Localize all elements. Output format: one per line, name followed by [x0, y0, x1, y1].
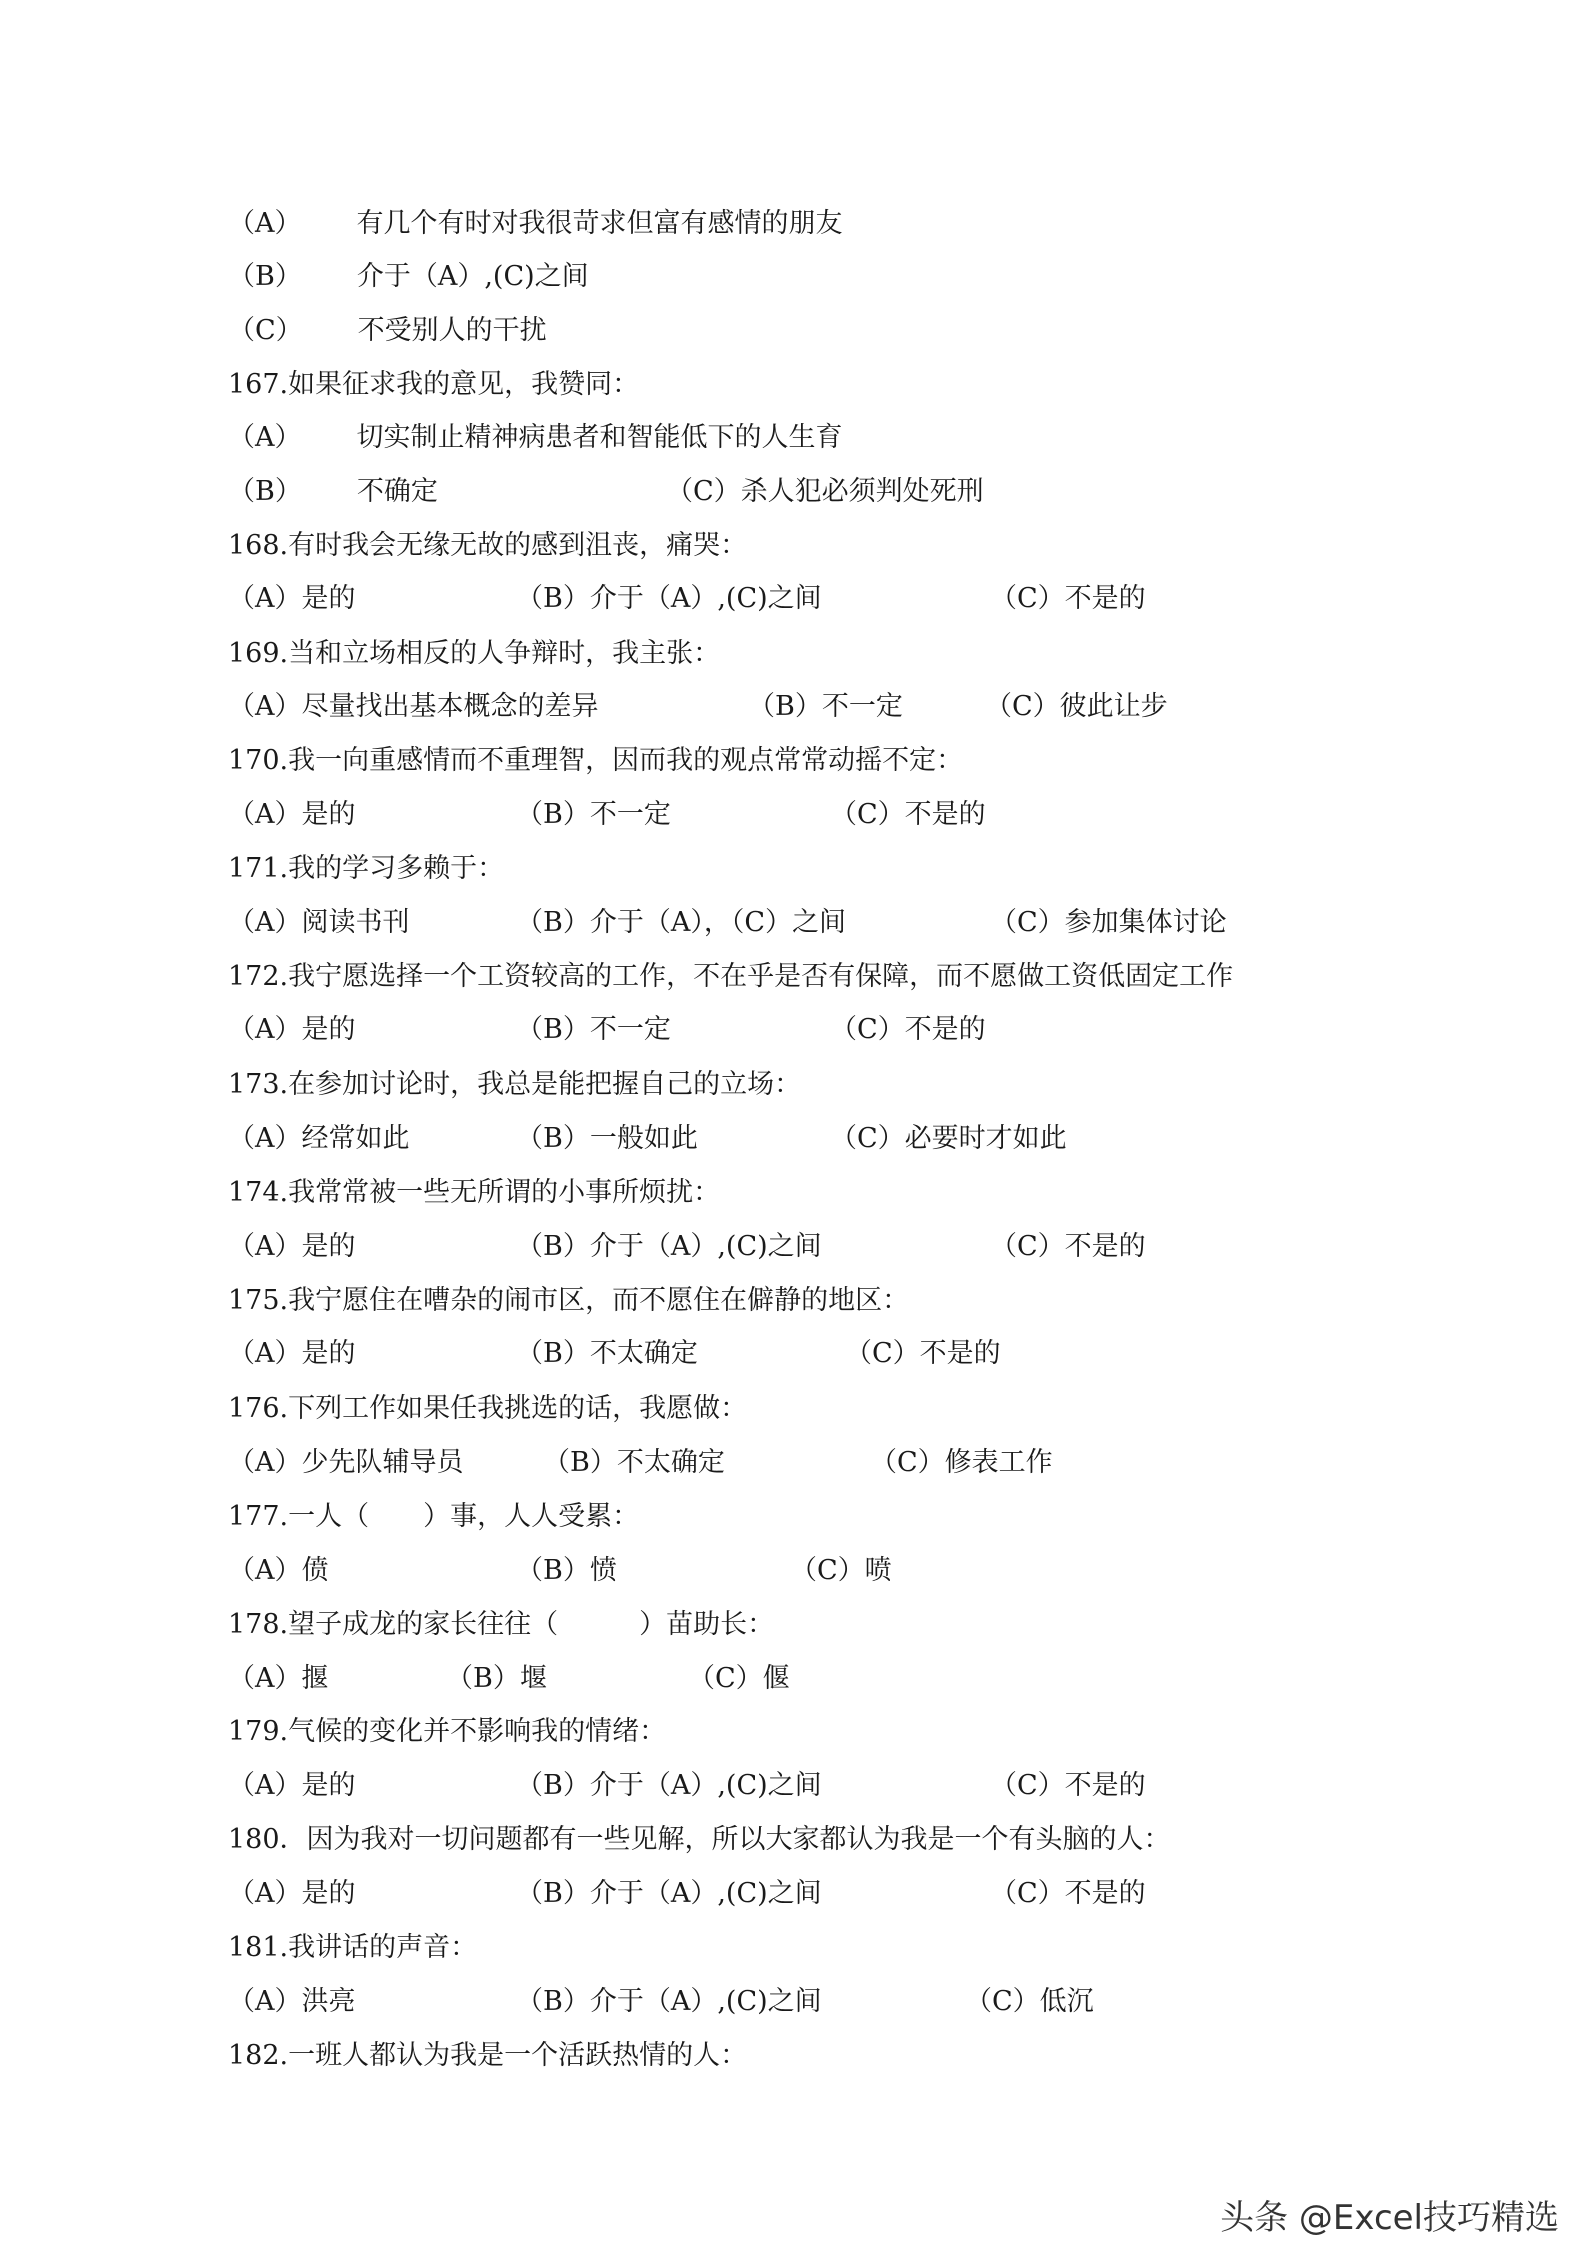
option-text: 经常如此	[301, 1123, 410, 1154]
question-text: 167.如果征求我的意见，我赞同：	[228, 369, 640, 400]
option-label: （B）	[516, 1770, 590, 1801]
option-item	[830, 795, 986, 835]
option-text: 堰	[519, 1663, 547, 1694]
option-text: 愤	[589, 1555, 617, 1586]
question-text: 177.一人（ ）事，人人受累：	[228, 1501, 640, 1532]
option-item	[228, 1010, 356, 1050]
option-text: 低沉	[1039, 1986, 1094, 2017]
option-item	[516, 903, 846, 943]
option-label: （C）	[830, 1123, 905, 1154]
option-item	[990, 903, 1227, 943]
option-text: 不受别人的干扰	[357, 315, 547, 346]
option-item	[965, 1982, 1094, 2022]
option-label: （A）	[228, 1014, 302, 1045]
question-text: 168.有时我会无缘无故的感到沮丧，痛哭：	[228, 530, 748, 561]
option-text: 一般如此	[589, 1123, 698, 1154]
option-text: 是的	[301, 1014, 356, 1045]
option-item	[228, 1227, 356, 1267]
option-label: （C）	[790, 1555, 865, 1586]
option-label: （B）	[748, 691, 822, 722]
question-text: 175.我宁愿住在嘈杂的闹市区，而不愿住在僻静的地区：	[228, 1285, 910, 1316]
option-label: （A）	[228, 1986, 302, 2017]
option-label: （A）	[228, 208, 302, 239]
question-text: 176.下列工作如果任我挑选的话，我愿做：	[228, 1393, 748, 1424]
option-item	[985, 687, 1168, 727]
option-item	[790, 1551, 892, 1591]
option-label: （B）	[516, 1338, 590, 1369]
option-label: （A）	[228, 799, 302, 830]
option-text: 不是的	[1064, 1231, 1146, 1262]
option-item	[990, 1874, 1146, 1914]
option-item	[228, 795, 356, 835]
option-text: 不太确定	[616, 1447, 725, 1478]
option-item	[228, 687, 599, 727]
option-item	[516, 1551, 617, 1591]
option-label: （B）	[516, 1123, 590, 1154]
question-text: 181.我讲话的声音：	[228, 1932, 478, 1963]
option-label: （B）	[516, 799, 590, 830]
question-text: 180．因为我对一切问题都有一些见解，所以大家都认为我是一个有头脑的人：	[228, 1824, 1171, 1855]
question-text: 171.我的学习多赖于：	[228, 853, 505, 884]
option-label: （C）	[990, 583, 1065, 614]
option-text: 揠	[301, 1663, 329, 1694]
option-item	[228, 1659, 329, 1699]
option-item	[228, 1334, 356, 1374]
option-label: （B）	[516, 1014, 590, 1045]
option-item	[228, 204, 843, 244]
option-label: （A）	[228, 583, 302, 614]
option-text: 是的	[301, 1231, 356, 1262]
option-text: 喷	[864, 1555, 892, 1586]
option-label: （C）	[845, 1338, 920, 1369]
option-text: 彼此让步	[1059, 691, 1168, 722]
option-text: 是的	[301, 1770, 356, 1801]
option-label: （A）	[228, 1231, 302, 1262]
option-label: （A）	[228, 1663, 302, 1694]
option-text: 不太确定	[589, 1338, 698, 1369]
option-item	[228, 472, 438, 512]
option-label: （C）	[666, 476, 741, 507]
option-item	[845, 1334, 1001, 1374]
option-item	[446, 1659, 547, 1699]
option-text: 介于（A）,(C)之间	[589, 1231, 822, 1262]
option-text: 是的	[301, 799, 356, 830]
option-item	[516, 1334, 698, 1374]
option-text: 是的	[301, 1878, 356, 1909]
option-item	[516, 795, 671, 835]
option-item	[870, 1443, 1053, 1483]
option-label: （B）	[446, 1663, 520, 1694]
option-item	[228, 1119, 410, 1159]
option-item	[666, 472, 984, 512]
option-label: （B）	[516, 1986, 590, 2017]
option-text: 修表工作	[944, 1447, 1053, 1478]
option-label: （A）	[228, 1447, 302, 1478]
option-text: 介于（A），（C）之间	[589, 907, 847, 938]
option-label: （B）	[516, 907, 590, 938]
option-text: 不是的	[904, 799, 986, 830]
option-label: （B）	[228, 261, 302, 292]
option-label: （A）	[228, 1555, 302, 1586]
option-label: （C）	[965, 1986, 1040, 2017]
option-item	[228, 579, 356, 619]
option-label: （A）	[228, 1338, 302, 1369]
option-text: 不是的	[1064, 1770, 1146, 1801]
option-label: （C）	[830, 799, 905, 830]
question-text: 172.我宁愿选择一个工资较高的工作，不在乎是否有保障，而不愿做工资低固定工作	[228, 961, 1234, 992]
option-item	[688, 1659, 790, 1699]
option-item	[228, 903, 410, 943]
option-label: （B）	[516, 1555, 590, 1586]
option-text: 不确定	[356, 476, 438, 507]
option-item	[990, 1766, 1146, 1806]
option-text: 介于（A）,(C)之间	[589, 1986, 822, 2017]
option-item	[516, 1766, 822, 1806]
question-text: 182.一班人都认为我是一个活跃热情的人：	[228, 2040, 748, 2071]
option-text: 切实制止精神病患者和智能低下的人生育	[356, 422, 843, 453]
option-text: 是的	[301, 583, 356, 614]
option-item	[228, 1982, 356, 2022]
option-item	[228, 257, 589, 297]
option-label: （A）	[228, 1123, 302, 1154]
option-text: 介于（A）,(C)之间	[589, 1878, 822, 1909]
option-label: （C）	[990, 1770, 1065, 1801]
option-item	[228, 1551, 329, 1591]
option-text: 不是的	[1064, 1878, 1146, 1909]
option-text: 洪亮	[301, 1986, 356, 2017]
option-item	[516, 579, 822, 619]
question-text: 173.在参加讨论时，我总是能把握自己的立场：	[228, 1069, 802, 1100]
question-text: 178.望子成龙的家长往往（ ）苗助长：	[228, 1609, 775, 1640]
option-label: （A）	[228, 422, 302, 453]
option-label: （B）	[516, 1878, 590, 1909]
option-text: 杀人犯必须判处死刑	[740, 476, 984, 507]
option-item	[516, 1982, 822, 2022]
option-label: （A）	[228, 907, 302, 938]
option-item	[228, 418, 843, 458]
option-text: 必要时才如此	[904, 1123, 1067, 1154]
question-text: 169.当和立场相反的人争辩时，我主张：	[228, 638, 721, 669]
question-text: 174.我常常被一些无所谓的小事所烦扰：	[228, 1177, 721, 1208]
option-label: （C）	[985, 691, 1060, 722]
option-label: （A）	[228, 1878, 302, 1909]
option-label: （C）	[990, 1878, 1065, 1909]
option-text: 不一定	[589, 799, 671, 830]
option-item	[830, 1119, 1067, 1159]
option-item	[228, 311, 547, 351]
watermark: 头条 @Excel技巧精选	[1220, 2198, 1559, 2238]
option-item	[543, 1443, 725, 1483]
option-label: （A）	[228, 1770, 302, 1801]
option-item	[228, 1874, 356, 1914]
question-text: 170.我一向重感情而不重理智，因而我的观点常常动摇不定：	[228, 745, 964, 776]
option-label: （B）	[543, 1447, 617, 1478]
option-item	[516, 1227, 822, 1267]
option-text: 尽量找出基本概念的差异	[301, 691, 599, 722]
option-text: 不一定	[589, 1014, 671, 1045]
option-text: 介于（A）,(C)之间	[589, 583, 822, 614]
option-text: 是的	[301, 1338, 356, 1369]
option-item	[516, 1010, 671, 1050]
option-text: 不是的	[1064, 583, 1146, 614]
option-label: （B）	[516, 583, 590, 614]
option-item	[228, 1443, 464, 1483]
option-text: 偃	[762, 1663, 790, 1694]
option-label: （C）	[228, 315, 303, 346]
option-text: 有几个有时对我很苛求但富有感情的朋友	[356, 208, 843, 239]
option-item	[990, 1227, 1146, 1267]
option-text: 介于（A）,(C)之间	[589, 1770, 822, 1801]
option-item	[748, 687, 903, 727]
option-text: 介于（A）,(C)之间	[356, 261, 589, 292]
option-item	[516, 1874, 822, 1914]
option-text: 参加集体讨论	[1064, 907, 1227, 938]
option-label: （C）	[688, 1663, 763, 1694]
option-item	[990, 579, 1146, 619]
option-text: 不是的	[904, 1014, 986, 1045]
option-item	[830, 1010, 986, 1050]
option-label: （B）	[228, 476, 302, 507]
option-text: 不一定	[821, 691, 903, 722]
question-text: 179.气候的变化并不影响我的情绪：	[228, 1716, 667, 1747]
option-label: （C）	[870, 1447, 945, 1478]
option-label: （A）	[228, 691, 302, 722]
option-item	[516, 1119, 698, 1159]
option-label: （C）	[990, 907, 1065, 938]
option-label: （C）	[830, 1014, 905, 1045]
option-label: （C）	[990, 1231, 1065, 1262]
option-text: 偾	[301, 1555, 329, 1586]
option-text: 不是的	[919, 1338, 1001, 1369]
option-text: 少先队辅导员	[301, 1447, 464, 1478]
option-text: 阅读书刊	[301, 907, 410, 938]
option-label: （B）	[516, 1231, 590, 1262]
option-item	[228, 1766, 356, 1806]
